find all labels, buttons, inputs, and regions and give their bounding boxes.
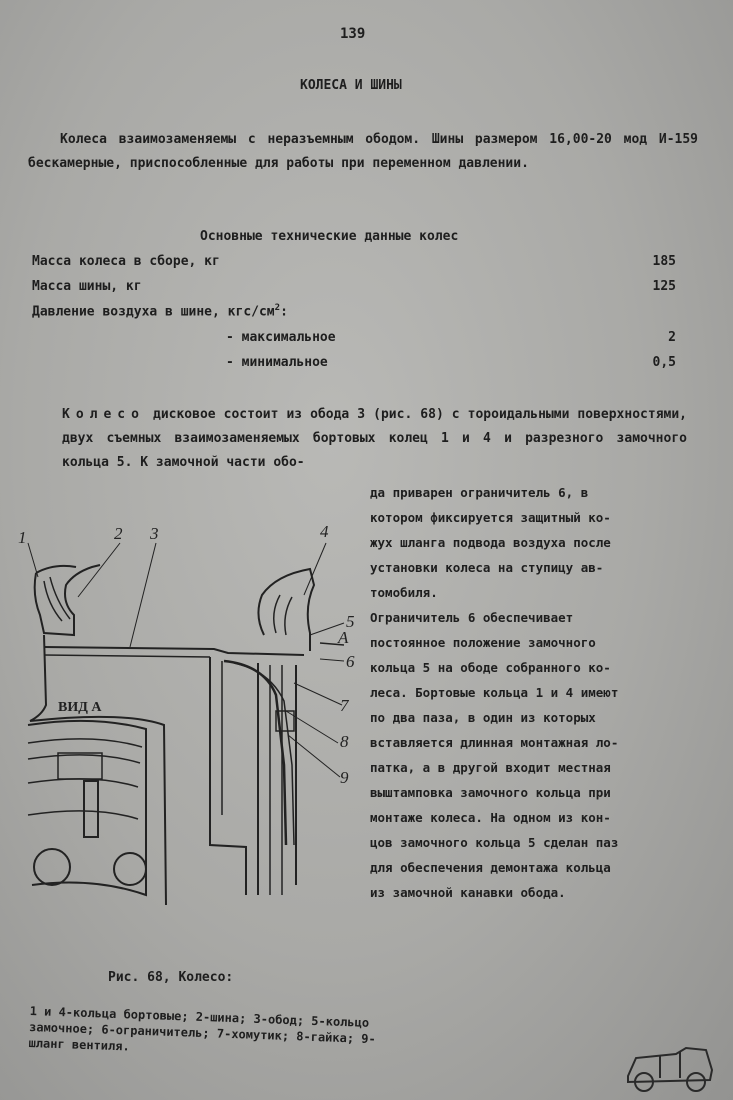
figure-label: 6 bbox=[346, 652, 355, 671]
specs-title: Основные технические данные колес bbox=[200, 229, 459, 244]
figure-view-label: ВИД А bbox=[58, 700, 102, 715]
right-line: котором фиксируется защитный ко- bbox=[370, 510, 611, 525]
right-line: жух шланга подвода воздуха после bbox=[370, 535, 611, 550]
right-line: для обеспечения демонтажа кольца bbox=[370, 860, 611, 875]
figure-legend: 1 и 4-кольца бортовые; 2-шина; 3-обод; 5-кольцо замочное; 6-ограничитель; 7-хомутик; 8-гайка; 9-шланг вентиля. bbox=[28, 1003, 376, 1054]
spec-label: Масса колеса в сборе, кг bbox=[32, 254, 220, 269]
right-line: патка, а в другой входит местная bbox=[370, 760, 611, 775]
spec-label: - минимальное bbox=[226, 355, 328, 370]
wheel-cross-section-figure bbox=[14, 515, 364, 915]
right-line: томобиля. bbox=[370, 585, 438, 600]
figure-label: 4 bbox=[320, 522, 329, 541]
section-title: КОЛЕСА И ШИНЫ bbox=[300, 78, 402, 93]
figure-label: 7 bbox=[340, 696, 349, 715]
intro-text: Колеса взаимозаменяемы с неразъемным ободом. Шины размером 16,00-20 мод И-159 бескамерные, приспособленные для работы при переменном давлении. bbox=[28, 132, 698, 171]
figure-label: 5 bbox=[346, 612, 355, 631]
figure-label: 3 bbox=[150, 524, 159, 543]
right-line: кольца 5 на ободе собранного ко- bbox=[370, 660, 611, 675]
figure-caption: Рис. 68, Колесо: bbox=[108, 970, 234, 985]
right-line: постоянное положение замочного bbox=[370, 635, 596, 650]
wheel-paragraph bbox=[62, 403, 687, 475]
page-number: 139 bbox=[340, 26, 366, 42]
spec-label-suffix: : bbox=[280, 304, 288, 320]
spec-label: - максимальное bbox=[226, 330, 336, 345]
right-line: Ограничитель 6 обеспечивает bbox=[370, 610, 574, 625]
spec-value: 0,5 bbox=[652, 355, 676, 370]
spec-label-sup: 2 bbox=[274, 303, 281, 313]
right-line: по два паза, в один из которых bbox=[370, 710, 596, 725]
right-line: вставляется длинная монтажная ло- bbox=[370, 735, 619, 750]
figure-label: 2 bbox=[114, 524, 123, 543]
intro-paragraph bbox=[28, 128, 698, 176]
spec-row-wheel-mass bbox=[32, 254, 676, 274]
right-line: леса. Бортовые кольца 1 и 4 имеют bbox=[370, 685, 619, 700]
spec-row-pressure bbox=[32, 303, 676, 323]
spec-value: 185 bbox=[652, 254, 676, 269]
right-line: выштамповка замочного кольца при bbox=[370, 785, 611, 800]
spec-row-max bbox=[32, 330, 676, 350]
figure-label: 8 bbox=[340, 732, 349, 751]
right-line: да приварен ограничитель 6, в bbox=[370, 485, 589, 500]
figure-label: 1 bbox=[18, 528, 27, 547]
spec-row-min bbox=[32, 355, 676, 375]
spec-label: Масса шины, кг bbox=[32, 279, 142, 294]
spec-row-tire-mass bbox=[32, 279, 676, 299]
figure-label: А bbox=[338, 628, 349, 647]
figure-label: 9 bbox=[340, 768, 349, 787]
spec-label-pressure bbox=[32, 303, 288, 319]
right-line: установки колеса на ступицу ав- bbox=[370, 560, 604, 575]
paragraph-lead-word: Колесо bbox=[62, 407, 145, 422]
spec-value: 2 bbox=[668, 330, 676, 345]
right-line: цов замочного кольца 5 сделан паз bbox=[370, 835, 619, 850]
right-line: из замочной канавки обода. bbox=[370, 885, 566, 900]
truck-watermark-icon bbox=[620, 1040, 720, 1095]
right-line: монтаже колеса. На одном из кон- bbox=[370, 810, 611, 825]
spec-label: Давление воздуха в шине, кгс/см bbox=[32, 304, 275, 320]
spec-value: 125 bbox=[652, 279, 676, 294]
paragraph-text: дисковое состоит из обода 3 (рис. 68) с тороидальными поверхностями, двух съемных взаимозаменяемых бортовых колец 1 и 4 и разрезного замочного кольца 5. К замочной части обо- bbox=[62, 407, 687, 470]
